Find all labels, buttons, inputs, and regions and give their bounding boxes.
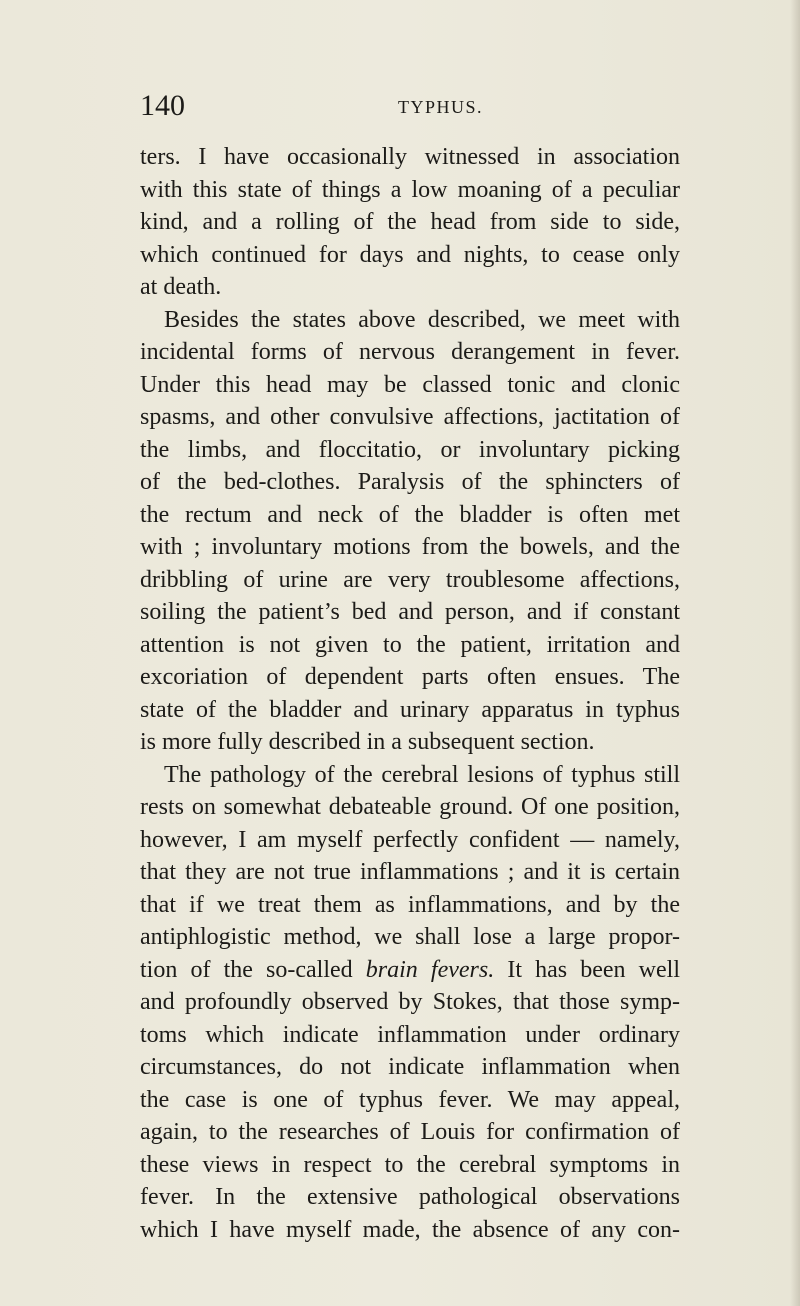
- text-line: the rectum and neck of the bladder is often met: [140, 501, 680, 528]
- text-line: [140, 954, 680, 987]
- text-line: which I have myself made, the absence of any con-: [140, 1216, 680, 1243]
- text-line: that they are not true inflammations ; and it is certain: [140, 859, 680, 885]
- text-line: the case is one of typhus fever. We may appeal,: [140, 1086, 680, 1113]
- text-line: incidental forms of nervous derangement in fever.: [140, 339, 680, 365]
- page-header: [140, 88, 680, 124]
- page-edge-shadow: [790, 0, 800, 1306]
- text-line: with ; involuntary motions from the bowels, and the: [140, 534, 680, 560]
- page-number: 140: [140, 89, 185, 122]
- text-line: soiling the patient’s bed and person, and if constant: [140, 599, 680, 625]
- italic-term: brain fevers.: [365, 956, 495, 983]
- text-line: spasms, and other convulsive affections, jactitation of: [140, 404, 680, 430]
- text-line: antiphlogistic method, we shall lose a large propor-: [140, 924, 680, 950]
- text-line: Under this head may be classed tonic and clonic: [140, 371, 680, 398]
- text-line: with this state of things a low moaning of a peculiar: [140, 176, 680, 203]
- body-text: [140, 141, 680, 1246]
- text-line: circumstances, do not indicate inflammation when: [140, 1054, 680, 1080]
- text-line: excoriation of dependent parts often ensues. The: [140, 664, 680, 690]
- text-line: the limbs, and floccitatio, or involuntary picking: [140, 436, 680, 463]
- text-line: The pathology of the cerebral lesions of typhus still: [164, 761, 680, 788]
- text-fragment: It has been well: [507, 956, 680, 983]
- text-line: which continued for days and nights, to cease only: [140, 241, 680, 268]
- text-line: attention is not given to the patient, irritation and: [140, 631, 680, 658]
- text-line: at death.: [140, 274, 222, 300]
- running-head: TYPHUS.: [398, 97, 484, 117]
- text-line: fever. In the extensive pathological observations: [140, 1184, 680, 1210]
- text-line: ters. I have occasionally witnessed in association: [140, 144, 680, 170]
- text-line: toms which indicate inflammation under ordinary: [140, 1021, 680, 1048]
- text-line: rests on somewhat debateable ground. Of one position,: [140, 794, 680, 820]
- text-line: kind, and a rolling of the head from side to side,: [140, 209, 680, 235]
- text-line: is more fully described in a subsequent section.: [140, 729, 595, 755]
- text-line: however, I am myself perfectly confident — namely,: [140, 826, 680, 853]
- text-line: of the bed-clothes. Paralysis of the sphincters of: [140, 469, 680, 495]
- text-line: these views in respect to the cerebral symptoms in: [140, 1151, 680, 1178]
- text-fragment: tion of the so-called: [140, 956, 353, 983]
- text-line: and profoundly observed by Stokes, that those symp-: [140, 989, 680, 1015]
- text-line: Besides the states above described, we meet with: [164, 306, 680, 333]
- text-line: that if we treat them as inflammations, and by the: [140, 891, 680, 918]
- text-line: state of the bladder and urinary apparatus in typhus: [140, 696, 680, 723]
- text-line: again, to the researches of Louis for confirmation of: [140, 1119, 680, 1145]
- text-line: dribbling of urine are very troublesome affections,: [140, 566, 680, 593]
